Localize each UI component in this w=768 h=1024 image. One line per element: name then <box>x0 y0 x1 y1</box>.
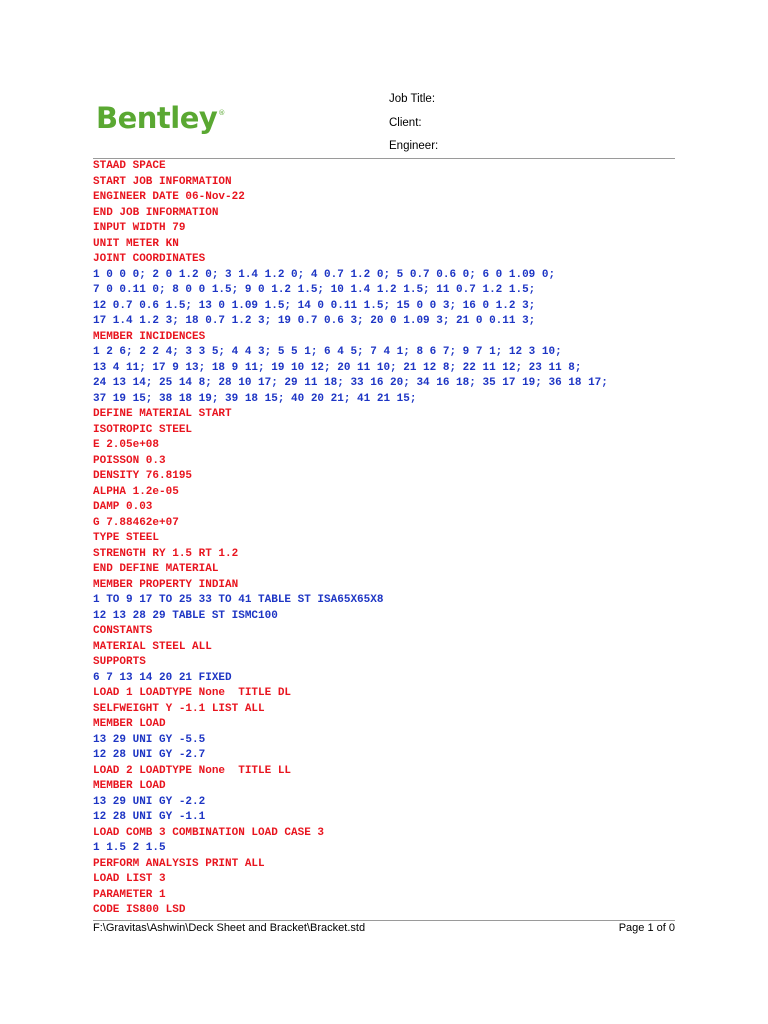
code-line: 12 28 UNI GY -1.1 <box>93 811 206 823</box>
logo-text: Bentley <box>96 101 218 135</box>
code-line: TYPE STEEL <box>93 532 160 544</box>
code-line: ENGINEER DATE 06-Nov-22 <box>93 191 245 203</box>
code-line: 17 1.4 1.2 3; 18 0.7 1.2 3; 19 0.7 0.6 3; 20 0 1.09 3; 21 0 0.11 3; <box>93 315 536 327</box>
code-line: INPUT WIDTH 79 <box>93 222 186 234</box>
code-line: 12 0.7 0.6 1.5; 13 0 1.09 1.5; 14 0 0.11 1.5; 15 0 0 3; 16 0 1.2 3; <box>93 299 536 312</box>
code-line: END JOB INFORMATION <box>93 206 219 219</box>
code-line: 7 0 0.11 0; 8 0 0 1.5; 9 0 1.2 1.5; 10 1.4 1.2 1.5; 11 0.7 1.2 1.5; <box>93 284 536 296</box>
code-line: G 7.88462e+07 <box>93 516 179 529</box>
code-line: 13 4 11; 17 9 13; 18 9 11; 19 10 12; 20 11 10; 21 12 8; 22 11 12; 23 11 8; <box>93 361 582 374</box>
code-line: DAMP 0.03 <box>93 501 153 513</box>
job-title-label: Job Title: <box>389 93 436 105</box>
code-line: 37 19 15; 38 18 19; 39 18 15; 40 20 21; 41 21 15; <box>93 392 417 405</box>
code-line: 24 13 14; 25 14 8; 28 10 17; 29 11 18; 33 16 20; 34 16 18; 35 17 19; 36 18 17; <box>93 377 608 389</box>
file-path: F:\Gravitas\Ashwin\Deck Sheet and Bracket\Bracket.std <box>93 922 366 934</box>
code-line: MEMBER LOAD <box>93 780 166 792</box>
code-line: 12 13 28 29 TABLE ST ISMC100 <box>93 609 278 622</box>
page-number: Page 1 of 0 <box>618 922 675 934</box>
code-line: MEMBER INCIDENCES <box>93 330 206 343</box>
code-line: 6 7 13 14 20 21 FIXED <box>93 671 232 684</box>
registered-mark: ® <box>218 109 225 117</box>
code-line: DEFINE MATERIAL START <box>93 408 232 420</box>
code-line: SELFWEIGHT Y -1.1 LIST ALL <box>93 702 265 715</box>
footer-divider <box>93 920 675 921</box>
code-line: CODE IS800 LSD <box>93 904 186 916</box>
code-line: MEMBER PROPERTY INDIAN <box>93 578 239 591</box>
code-line: STRENGTH RY 1.5 RT 1.2 <box>93 547 239 560</box>
code-line: 1 2 6; 2 2 4; 3 3 5; 4 4 3; 5 5 1; 6 4 5; 7 4 1; 8 6 7; 9 7 1; 12 3 10; <box>93 346 562 358</box>
code-line: 13 29 UNI GY -2.2 <box>93 795 206 808</box>
code-line: POISSON 0.3 <box>93 454 166 467</box>
code-line: 1 0 0 0; 2 0 1.2 0; 3 1.4 1.2 0; 4 0.7 1.2 0; 5 0.7 0.6 0; 6 0 1.09 0; <box>93 268 556 281</box>
code-line: JOINT COORDINATES <box>93 253 206 265</box>
code-line: LOAD LIST 3 <box>93 873 166 885</box>
code-line: E 2.05e+08 <box>93 439 160 451</box>
client-label: Client: <box>389 117 422 129</box>
code-line: ALPHA 1.2e-05 <box>93 485 179 498</box>
code-line: STAAD SPACE <box>93 160 166 172</box>
code-line: LOAD 1 LOADTYPE None TITLE DL <box>93 687 292 699</box>
code-line: PARAMETER 1 <box>93 888 166 901</box>
code-line: START JOB INFORMATION <box>93 175 232 188</box>
code-line: 1 TO 9 17 TO 25 33 TO 41 TABLE ST ISA65X65X8 <box>93 594 384 606</box>
code-line: ISOTROPIC STEEL <box>93 423 193 436</box>
code-line: UNIT METER KN <box>93 237 179 250</box>
code-line: LOAD COMB 3 COMBINATION LOAD CASE 3 <box>93 826 325 839</box>
code-line: SUPPORTS <box>93 656 146 668</box>
code-line: END DEFINE MATERIAL <box>93 563 219 575</box>
code-line: 1 1.5 2 1.5 <box>93 842 166 854</box>
engineer-label: Engineer: <box>389 140 439 152</box>
bentley-logo <box>96 101 225 135</box>
code-line: CONSTANTS <box>93 625 153 637</box>
code-line: LOAD 2 LOADTYPE None TITLE LL <box>93 764 292 777</box>
code-line: MATERIAL STEEL ALL <box>93 640 212 653</box>
staad-code-listing <box>93 159 608 919</box>
code-line: PERFORM ANALYSIS PRINT ALL <box>93 857 265 870</box>
code-line: 12 28 UNI GY -2.7 <box>93 749 206 761</box>
code-line: DENSITY 76.8195 <box>93 470 193 482</box>
code-line: 13 29 UNI GY -5.5 <box>93 733 206 746</box>
code-line: MEMBER LOAD <box>93 718 166 730</box>
